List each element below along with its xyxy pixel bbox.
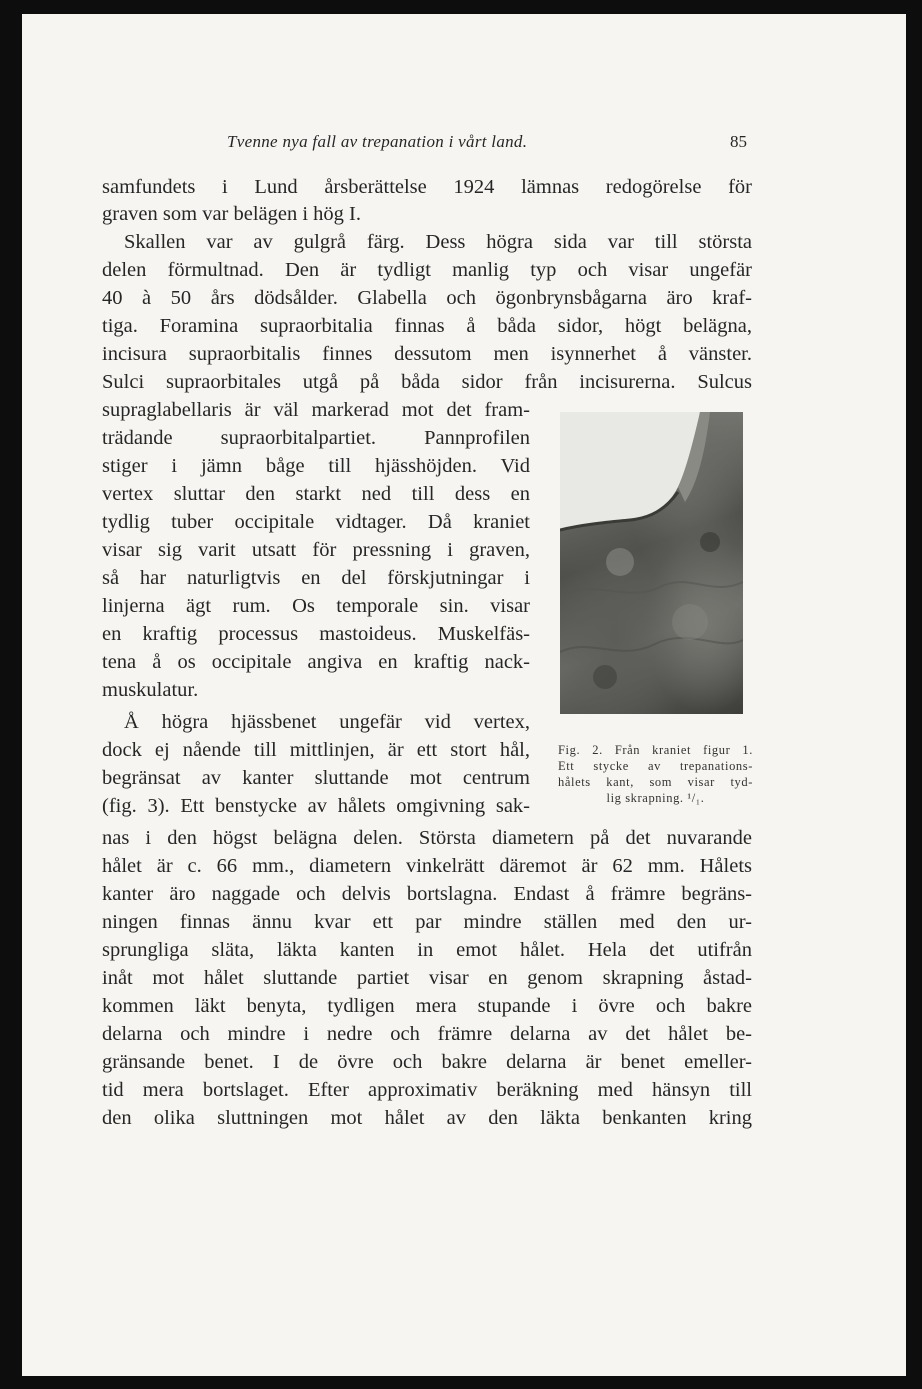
text-line: dock ej nående till mittlinjen, är ett stort hål, <box>102 739 530 761</box>
document-page <box>22 14 906 1376</box>
text-line: 40 à 50 års dödsålder. Glabella och ögonbrynsbågarna äro kraf- <box>102 287 752 309</box>
skull-fragment-photo <box>560 412 743 714</box>
text-line: tena å os occipitale angiva en kraftig nack- <box>102 651 530 673</box>
text-line: sprungliga släta, läkta kanten in emot hålet. Hela det utifrån <box>102 939 752 961</box>
text-line: gränsande benet. I de övre och bakre delarna är benet emeller- <box>102 1051 752 1073</box>
text-line: samfundets i Lund årsberättelse 1924 lämnas redogörelse för <box>102 176 752 198</box>
caption-line: hålets kant, som visar tyd- <box>558 775 753 789</box>
figure-caption <box>558 742 753 806</box>
text-line: incisura supraorbitalis finnes dessutom men isynnerhet å vänster. <box>102 343 752 365</box>
text-line: delen förmultnad. Den är tydligt manlig typ och visar ungefär <box>102 259 752 281</box>
running-title: Tvenne nya fall av trepanation i vårt land. <box>227 132 528 151</box>
text-line: inåt mot hålet sluttande partiet visar en genom skrapning åstad- <box>102 967 752 989</box>
caption-line: lig skrapning. ¹/₁. <box>606 791 705 805</box>
caption-line: Fig. 2. Från kraniet figur 1. <box>558 743 753 757</box>
text-line: trädande supraorbitalpartiet. Pannprofilen <box>102 427 530 449</box>
text-line: så har naturligtvis en del förskjutningar i <box>102 567 530 589</box>
text-line: delarna och mindre i nedre och främre delarna av det hålet be- <box>102 1023 752 1045</box>
text-line: visar sig varit utsatt för pressning i graven, <box>102 539 530 561</box>
text-line: ningen finnas ännu kvar ett par mindre ställen med den ur- <box>102 911 752 933</box>
text-line: stiger i jämn båge till hjässhöjden. Vid <box>102 455 530 477</box>
text-line: hålet är c. 66 mm., diametern vinkelrätt däremot är 62 mm. Hålets <box>102 855 752 877</box>
caption-line: Ett stycke av trepanations- <box>558 759 753 773</box>
text-line: den olika sluttningen mot hålet av den läkta benkanten kring <box>102 1107 752 1129</box>
text-line: linjerna ägt rum. Os temporale sin. visar <box>102 595 530 617</box>
text-line: tiga. Foramina supraorbitalia finnas å båda sidor, högt belägna, <box>102 315 752 337</box>
text-line: Sulci supraorbitales utgå på båda sidor från incisurerna. Sulcus <box>102 371 752 393</box>
text-line: kommen läkt benyta, tydligen mera stupande i övre och bakre <box>102 995 752 1017</box>
text-line: tydlig tuber occipitale vidtager. Då kraniet <box>102 511 530 533</box>
text-line: nas i den högst belägna delen. Största diametern på det nuvarande <box>102 827 752 849</box>
text-line: Skallen var av gulgrå färg. Dess högra sida var till största <box>124 231 752 253</box>
text-line: vertex sluttar den starkt ned till dess en <box>102 483 530 505</box>
page-header <box>22 132 906 162</box>
text-line: Å högra hjässbenet ungefär vid vertex, <box>124 711 530 733</box>
photo-graphic <box>560 412 743 714</box>
text-line: tid mera bortslaget. Efter approximativ beräkning med hänsyn till <box>102 1079 752 1101</box>
text-line: en kraftig processus mastoideus. Muskelfäs- <box>102 623 530 645</box>
text-line: supraglabellaris är väl markerad mot det fram- <box>102 399 530 421</box>
text-line: begränsat av kanter sluttande mot centrum <box>102 767 530 789</box>
page-number: 85 <box>730 132 747 151</box>
text-line: graven som var belägen i hög I. <box>102 203 362 225</box>
text-line: (fig. 3). Ett benstycke av hålets omgivning sak- <box>102 795 530 817</box>
text-line: kanter äro naggade och delvis bortslagna. Endast å främre begräns- <box>102 883 752 905</box>
text-line: muskulatur. <box>102 679 199 701</box>
